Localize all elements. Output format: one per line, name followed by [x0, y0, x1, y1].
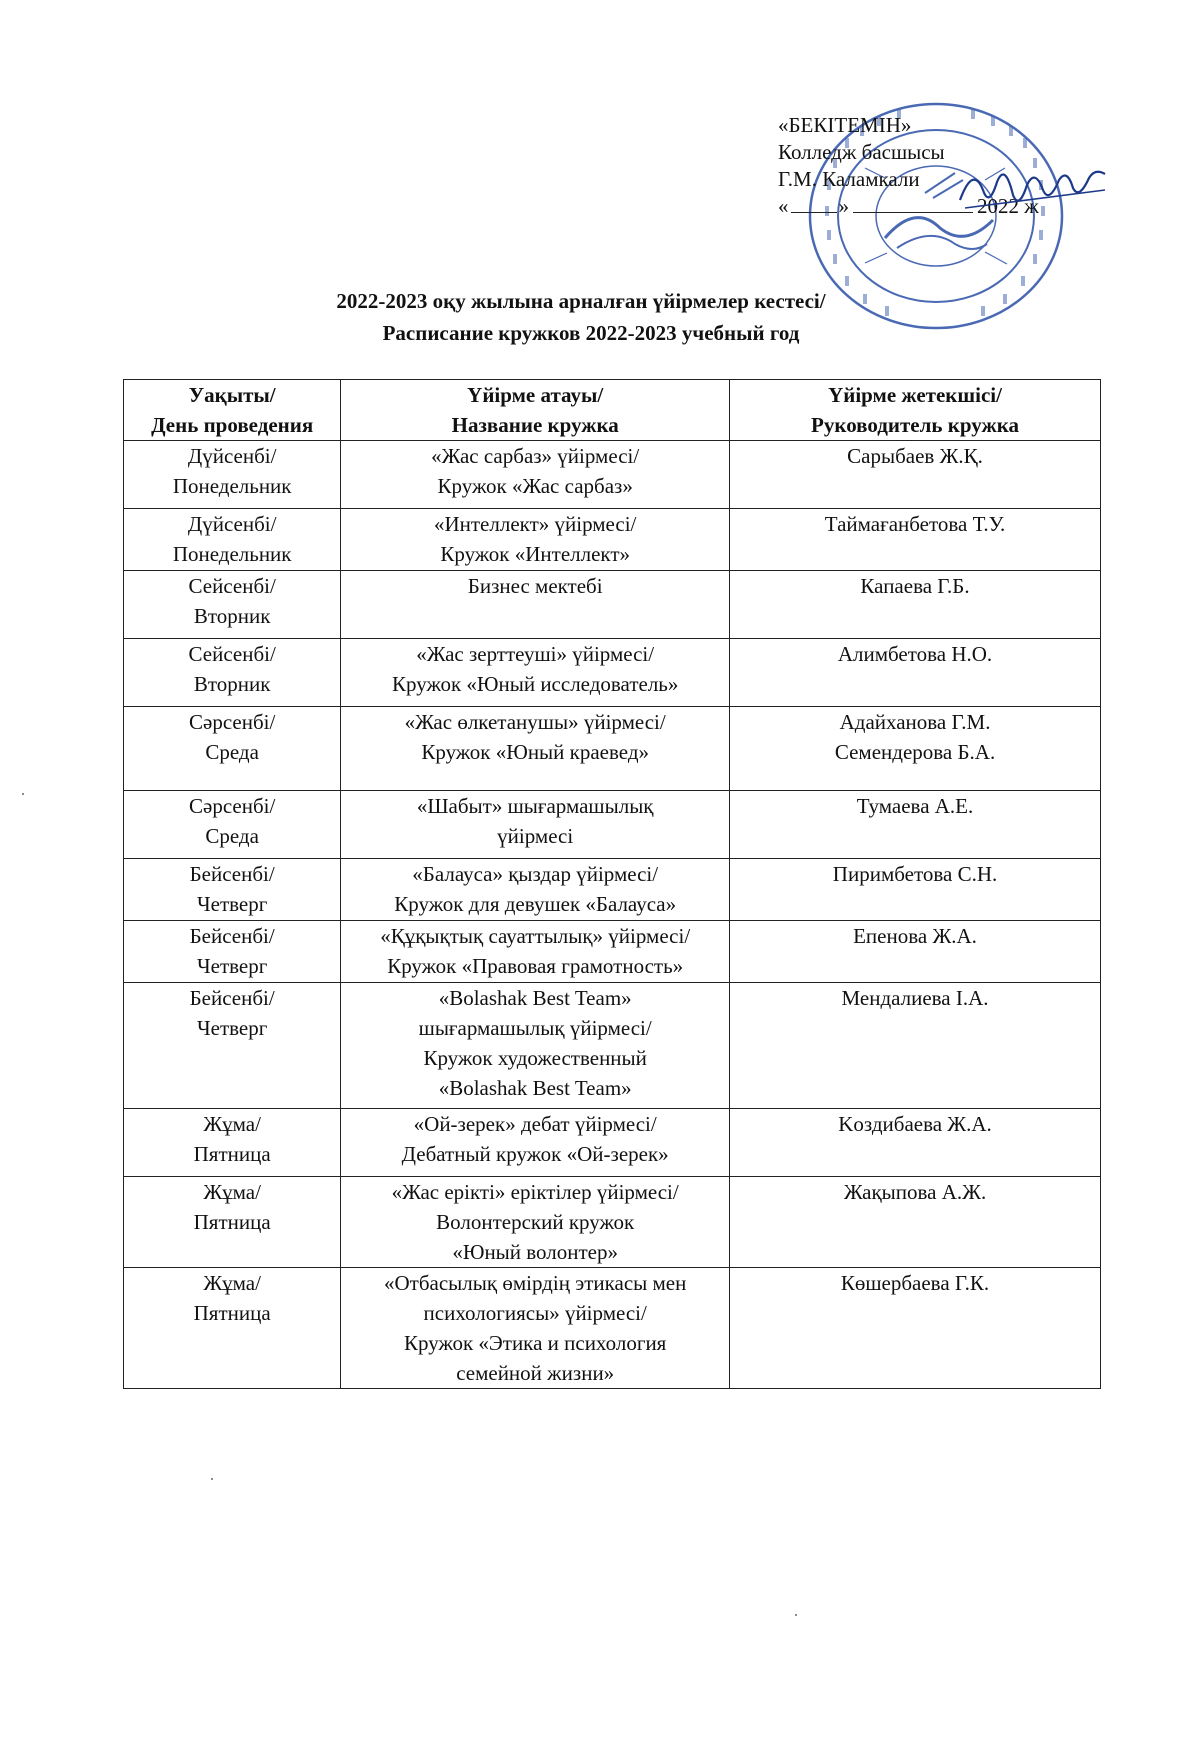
- day-cell-line: Сейсенбі/: [188, 642, 276, 666]
- day-cell-line: Сәрсенбі/: [189, 710, 276, 734]
- signature-icon: [955, 160, 1110, 220]
- club-cell-line: «Ой-зерек» дебат үйірмесі/: [413, 1112, 657, 1136]
- approval-heading: «БЕКІТЕМІН»: [778, 113, 912, 137]
- page-title-ru: Расписание кружков 2022-2023 учебный год: [382, 321, 800, 345]
- club-cell: [341, 1109, 730, 1177]
- date-open-quote: «: [778, 194, 789, 218]
- leader-cell-line: Епенова Ж.А.: [853, 924, 977, 948]
- day-cell-line: Жұма/: [203, 1271, 261, 1295]
- header-leader-ru: Руководитель кружка: [811, 413, 1019, 437]
- club-cell-line: «Шабыт» шығармашылық: [416, 794, 654, 818]
- club-cell-line: Бизнес мектебі: [467, 574, 603, 598]
- header-leader-kz: Үйірме жетекшісі/: [828, 383, 1002, 407]
- club-cell: [341, 921, 730, 983]
- leader-cell-line: Алимбетова Н.О.: [837, 642, 993, 666]
- day-cell: [124, 707, 341, 791]
- day-cell: [124, 1177, 341, 1268]
- leader-cell: [730, 1109, 1101, 1177]
- club-cell-line: «Отбасылық өмірдің этикасы мен: [384, 1271, 687, 1295]
- day-cell-line: Сәрсенбі/: [189, 794, 276, 818]
- leader-cell-line: Капаева Г.Б.: [860, 574, 970, 598]
- club-schedule-table: [123, 379, 1101, 1389]
- club-cell-line: «Жас өлкетанушы» үйірмесі/: [404, 710, 666, 734]
- club-cell-line: Кружок «Интеллект»: [440, 542, 631, 566]
- day-cell-line: Понедельник: [172, 542, 292, 566]
- club-cell: [341, 441, 730, 509]
- date-year: 2022 ж: [977, 194, 1039, 218]
- club-cell-line: «Bolashak Best Team»: [438, 986, 632, 1010]
- day-cell: [124, 983, 341, 1109]
- club-cell-line: Волонтерский кружок: [436, 1210, 635, 1234]
- leader-cell: [730, 983, 1101, 1109]
- leader-cell: [730, 791, 1101, 859]
- day-cell-line: Понедельник: [172, 474, 292, 498]
- day-cell: [124, 509, 341, 571]
- table-row: [124, 983, 1101, 1109]
- club-cell: [341, 571, 730, 639]
- leader-cell-line: Сарыбаев Ж.Қ.: [847, 444, 983, 468]
- day-cell: [124, 571, 341, 639]
- table-header-row: [124, 380, 1101, 441]
- approval-position: Колледж басшысы: [778, 140, 945, 164]
- table-body: [124, 441, 1101, 1389]
- leader-cell-line: Мендалиева І.А.: [841, 986, 989, 1010]
- table-row: [124, 859, 1101, 921]
- club-cell-line: Дебатный кружок «Ой-зерек»: [401, 1142, 669, 1166]
- leader-cell-line: Көшербаева Г.К.: [840, 1271, 990, 1295]
- table-row: [124, 1268, 1101, 1389]
- approval-name: Г.М. Каламкали: [778, 167, 920, 191]
- club-cell: [341, 983, 730, 1109]
- club-cell-line: семейной жизни»: [456, 1361, 615, 1385]
- day-cell: [124, 639, 341, 707]
- table-row: [124, 791, 1101, 859]
- club-cell-line: Кружок «Юный краевед»: [421, 740, 650, 764]
- club-cell: [341, 859, 730, 921]
- day-cell: [124, 921, 341, 983]
- day-cell-line: Дүйсенбі/: [187, 444, 277, 468]
- club-cell-line: «Балауса» қыздар үйірмесі/: [412, 862, 659, 886]
- leader-cell-line: Koздибаева Ж.А.: [838, 1112, 992, 1136]
- club-cell: [341, 791, 730, 859]
- header-club-kz: Үйірме атауы/: [467, 383, 604, 407]
- table-row: [124, 441, 1101, 509]
- day-cell-line: Четверг: [196, 954, 268, 978]
- club-cell-line: «Bolashak Best Team»: [438, 1076, 632, 1100]
- scan-speck: [211, 1478, 213, 1480]
- leader-cell: [730, 1268, 1101, 1389]
- day-cell-line: Вторник: [193, 672, 271, 696]
- header-day: [124, 380, 341, 441]
- leader-cell: [730, 441, 1101, 509]
- club-cell-line: «Жас ерікті» еріктілер үйірмесі/: [391, 1180, 679, 1204]
- leader-cell-line: Таймағанбетова Т.У.: [824, 512, 1006, 536]
- scan-speck: [22, 793, 24, 795]
- header-club: [341, 380, 730, 441]
- leader-cell: [730, 639, 1101, 707]
- leader-cell-line: Семендерова Б.А.: [834, 740, 996, 764]
- day-cell: [124, 1268, 341, 1389]
- table-row: [124, 639, 1101, 707]
- table-row: [124, 921, 1101, 983]
- day-cell-line: Пятница: [193, 1301, 271, 1325]
- club-cell: [341, 707, 730, 791]
- club-cell-line: үйірмесі: [497, 824, 574, 848]
- header-day-ru: День проведения: [151, 413, 314, 437]
- day-cell-line: Жұма/: [203, 1180, 261, 1204]
- table-row: [124, 509, 1101, 571]
- club-cell: [341, 1177, 730, 1268]
- club-cell-line: «Жас сарбаз» үйірмесі/: [431, 444, 640, 468]
- club-cell-line: Кружок для девушек «Балауса»: [394, 892, 677, 916]
- date-close-quote: »: [838, 194, 849, 218]
- club-cell: [341, 1268, 730, 1389]
- leader-cell-line: Жақыпова А.Ж.: [843, 1180, 987, 1204]
- club-cell-line: «Юный волонтер»: [452, 1240, 618, 1264]
- date-day-blank: [791, 194, 837, 213]
- day-cell-line: Четверг: [196, 892, 268, 916]
- club-cell-line: психологиясы» үйірмесі/: [423, 1301, 647, 1325]
- day-cell: [124, 859, 341, 921]
- day-cell-line: Бейсенбі/: [189, 924, 275, 948]
- table-row: [124, 1109, 1101, 1177]
- day-cell: [124, 1109, 341, 1177]
- leader-cell: [730, 571, 1101, 639]
- leader-cell: [730, 707, 1101, 791]
- club-cell-line: Кружок художественный: [423, 1046, 647, 1070]
- club-cell-line: Кружок «Юный исследователь»: [392, 672, 679, 696]
- club-cell-line: «Жас зерттеуші» үйірмесі/: [416, 642, 655, 666]
- leader-cell-line: Пиримбетова С.Н.: [832, 862, 998, 886]
- header-club-ru: Название кружка: [451, 413, 619, 437]
- day-cell: [124, 791, 341, 859]
- table-row: [124, 571, 1101, 639]
- club-cell-line: «Құқықтық сауаттылық» үйірмесі/: [380, 924, 691, 948]
- day-cell-line: Пятница: [193, 1210, 271, 1234]
- day-cell-line: Сейсенбі/: [188, 574, 276, 598]
- club-cell: [341, 509, 730, 571]
- club-cell: [341, 639, 730, 707]
- table-row: [124, 1177, 1101, 1268]
- header-leader: [730, 380, 1101, 441]
- leader-cell: [730, 921, 1101, 983]
- page-title-kz: 2022-2023 оқу жылына арналған үйірмелер кестесі/: [336, 289, 826, 313]
- club-cell-line: Кружок «Жас сарбаз»: [437, 474, 633, 498]
- header-day-kz: Уақыты/: [188, 383, 276, 407]
- leader-cell: [730, 859, 1101, 921]
- leader-cell: [730, 1177, 1101, 1268]
- day-cell-line: Четверг: [196, 1016, 268, 1040]
- day-cell-line: Пятница: [193, 1142, 271, 1166]
- leader-cell-line: Тумаева А.Е.: [856, 794, 974, 818]
- leader-cell-line: Адайханова Г.М.: [839, 710, 991, 734]
- day-cell-line: Среда: [205, 824, 259, 848]
- club-cell-line: шығармашылық үйірмесі/: [418, 1016, 652, 1040]
- day-cell: [124, 441, 341, 509]
- day-cell-line: Среда: [205, 740, 259, 764]
- scan-speck: [795, 1614, 797, 1616]
- day-cell-line: Дүйсенбі/: [187, 512, 277, 536]
- day-cell-line: Вторник: [193, 604, 271, 628]
- club-cell-line: Кружок «Этика и психология: [404, 1331, 667, 1355]
- day-cell-line: Бейсенбі/: [189, 862, 275, 886]
- leader-cell: [730, 509, 1101, 571]
- day-cell-line: Бейсенбі/: [189, 986, 275, 1010]
- table-row: [124, 707, 1101, 791]
- day-cell-line: Жұма/: [203, 1112, 261, 1136]
- club-cell-line: «Интеллект» үйірмесі/: [433, 512, 637, 536]
- club-cell-line: Кружок «Правовая грамотность»: [387, 954, 684, 978]
